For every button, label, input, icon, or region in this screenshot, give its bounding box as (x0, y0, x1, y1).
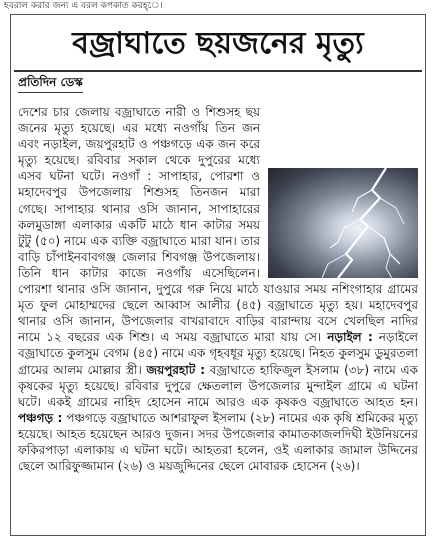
article-body (18, 104, 418, 532)
previous-article-fragment: হবরাল করার জন্য এ বরল কপকাত করহ্ে। (4, 1, 163, 11)
article-headline: বজ্রাঘাতে ছয়জনের মৃত্যু (72, 26, 364, 61)
label-naraile: নড়াইল : (327, 330, 373, 345)
paragraph-joypurhat: বজ্রাঘাতে হাফিজুল ইসলাম (৩৮) নামে এক কৃষকের মৃত্যু হয়েছে। রবিবার দুপুরে ক্ষেতলাল উপজেলার মুন্দাইল গ্রামে এ ঘটনা ঘটে। একই গ্রামের নাহিদ হোসেন নামে আরও এক কৃষকও বজ্রাঘাতে আহত হন। (18, 362, 418, 409)
label-joypurhat: জয়পুরহাট : (146, 362, 206, 377)
paragraph-panchagarh: পঞ্চগড়ে বজ্রাঘাতে আশরাফুল ইসলাম (২৮) নামের এক কৃষি শ্রমিকের মৃত্যু হয়েছে। আহত হয়েছেন আরও দুজন। সদর উপজেলার কামাতকাজলদিঘী ইউনিয়নের ফকিরপাড়া এলাকায় এ ঘটনা ঘটে। আহতরা হলেন, ওই এলাকার জামাল উদ্দিনের ছেলে আরিফুজ্জামান (২৬) ও ময়জুদ্দিনের ছেলে মোবারক হোসেন (২৬)। (18, 410, 418, 474)
label-panchagarh: পঞ্চগড় : (18, 410, 63, 425)
article-byline: প্রতিদিন ডেস্ক (18, 72, 83, 93)
paragraph-intro-nogaon: দেশের চার জেলায় বজ্রাঘাতে নারী ও শিশুসহ ছয় জনের মৃত্যু হয়েছে। এর মধ্যে নওগাঁয় তিন জন এবং নড়াইল, জয়পুরহাট ও পঞ্চগড়ে এক জন করে মৃত্যু হয়েছে। রবিবার সকাল থেকে দুপুরের মধ্যে এসব ঘটনা ঘটে। নওগাঁ : সাপাহার, পোরশা ও মহাদেবপুর উপজেলায় শিশুসহ তিনজন মারা গেছে। সাপাহার থানার ওসি জানান, সাপাহারের কলমুডাঙ্গা এলাকার একটি মাঠে ধান কাটার সময় টুটু (৫০) নামে এক ব্যক্তি বজ্রাঘাতে মারা যান। তার বাড়ি চাঁপাইনবাবগঞ্জ জেলার শিবগঞ্জ উপজেলায়। তিনি ধান কাটার কাজে নওগাঁয় এসেছিলেন। পোরশা থানার ওসি জানান, দুপুরে গরু নিয়ে মাঠে যাওয়ার সময় নশিংগাহার গ্রামের মৃত ফুল মোহাম্মদের ছেলে আব্বাস আলীর (৪৫) বজ্রাঘাতে মৃত্যু হয়। মহাদেবপুর থানার ওসি জানান, উপজেলার বাখরাবাদে বাড়ির বারান্দায় বসে খেলছিল নাদির নামে ১২ বছরের এক শিশু। এ সময় বজ্রাঘাতে মারা যায় সে। (18, 105, 418, 345)
lightning-photo-icon (268, 168, 418, 278)
paragraph-naraile: নড়াইলে বজ্রাঘাতে কুলসুম বেগম (৪৫) নামে এক গৃহবধূর মৃত্যু হয়েছে। নিহত কুলসুম ডুমুরতলা গ্রামের আলম মোল্লার স্ত্রী। (18, 330, 418, 377)
lightning-bolt-icon (268, 168, 418, 278)
